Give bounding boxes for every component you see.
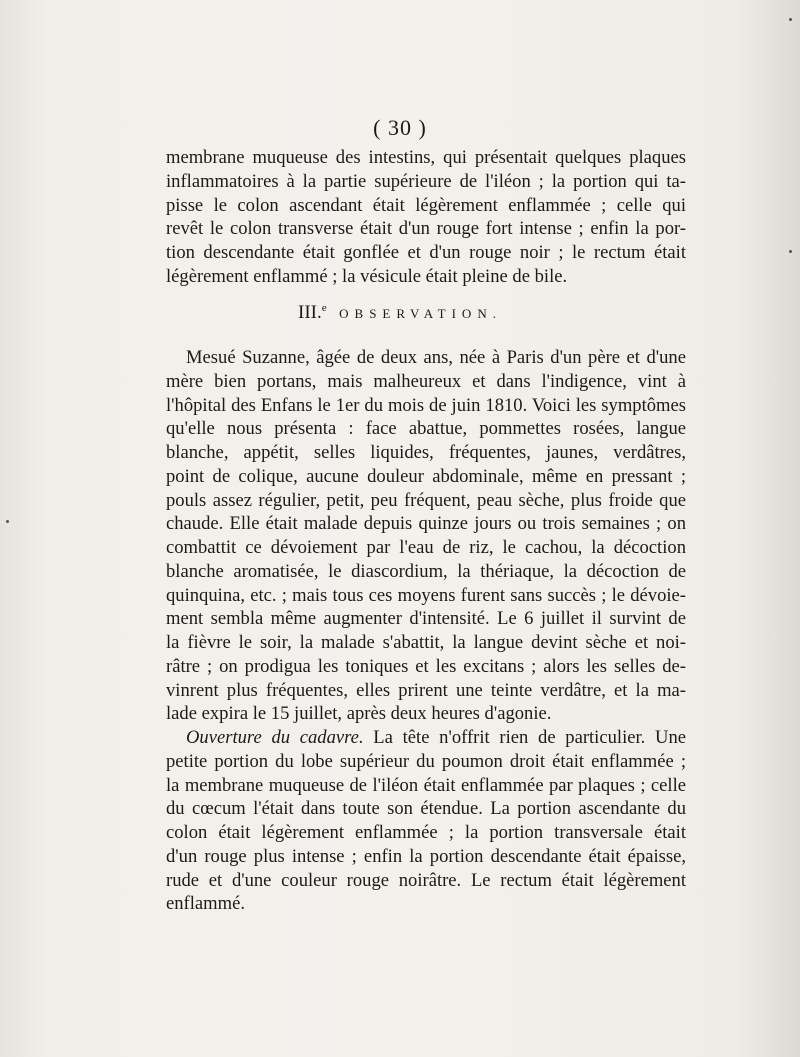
text-line: râtre ; on prodigua les toniques et les excitans ; alors les selles de- (166, 655, 686, 677)
text-line: qu'elle nous présenta : face abattue, pommettes rosées, langue (166, 418, 686, 440)
paragraph-3 (166, 726, 686, 916)
heading-word: OBSERVATION. (339, 306, 502, 321)
text-line: pisse le colon ascendant était légèrement enflammée ; celle qui (166, 194, 686, 216)
text-line: Mesué Suzanne, âgée de deux ans, née à Paris d'un père et d'une (186, 347, 686, 368)
text-segment: La tête n'offrit rien de particulier. Une (363, 727, 686, 748)
paper-speck (6, 520, 9, 523)
text-line: blanche, appétit, selles liquides, fréquentes, jaunes, verdâtres, (166, 442, 686, 463)
text-line: colon était légèrement enflammée ; la portion transversale était (166, 822, 686, 843)
page-number: ( 30 ) (373, 115, 427, 140)
heading-superscript: e (321, 302, 327, 314)
text-line: combattit ce dévoiement par l'eau de riz, le cachou, la décoction (166, 537, 686, 558)
text-line: blanche aromatisée, le diascordium, la thériaque, la décoction de (166, 560, 686, 582)
text-line: enflammé. (166, 893, 245, 915)
text-line: rude et d'une couleur rouge noirâtre. Le rectum était légèrement (166, 869, 686, 891)
text-line: pouls assez régulier, petit, peu fréquent, peau sèche, plus froide que (166, 489, 686, 511)
text-line: du cœcum l'était dans toute son étendue. La portion ascendante du (166, 798, 686, 820)
text-line: point de colique, aucune douleur abdominale, même en pressant ; (166, 465, 686, 487)
heading-numeral: III. (298, 302, 322, 323)
paragraph-2 (166, 346, 686, 726)
section-heading (0, 302, 800, 324)
paragraph-1 (166, 146, 686, 289)
text-line: l'hôpital des Enfans le 1er du mois de juin 1810. Voici les symptômes (166, 394, 686, 416)
paper-speck (789, 250, 792, 253)
text-line: la fièvre le soir, la malade s'abattit, la langue devint sèche et noi- (166, 632, 686, 653)
text-line: lade expira le 15 juillet, après deux heures d'agonie. (166, 703, 552, 725)
text-line: inflammatoires à la partie supérieure de l'iléon ; la portion qui ta- (166, 170, 686, 192)
italic-lead: Ouverture du cadavre. (186, 727, 364, 748)
text-line: membrane muqueuse des intestins, qui présentait quelques plaques (166, 147, 686, 168)
text-line: quinquina, etc. ; mais tous ces moyens furent sans succès ; le dévoie- (166, 584, 686, 606)
text-line: mère bien portans, mais malheureux et dans l'indigence, vint à (166, 370, 686, 392)
paper-speck (789, 18, 792, 21)
text-line: revêt le colon transverse était d'un rouge fort intense ; enfin la por- (166, 218, 686, 240)
text-line: petite portion du lobe supérieur du poumon droit était enflammée ; (166, 750, 686, 772)
text-line: la membrane muqueuse de l'iléon était enflammée par plaques ; celle (166, 774, 686, 796)
text-line: chaude. Elle était malade depuis quinze jours ou trois semaines ; on (166, 513, 686, 535)
text-line: légèrement enflammé ; la vésicule était pleine de bile. (166, 265, 568, 287)
text-line: tion descendante était gonflée et d'un rouge noir ; le rectum était (166, 242, 686, 263)
text-line: ment sembla même augmenter d'intensité. Le 6 juillet il survint de (166, 608, 686, 630)
text-line: d'un rouge plus intense ; enfin la portion descendante était épaisse, (166, 845, 686, 867)
text-line (166, 726, 686, 750)
text-line: vinrent plus fréquentes, elles prirent une teinte verdâtre, et la ma- (166, 679, 686, 701)
